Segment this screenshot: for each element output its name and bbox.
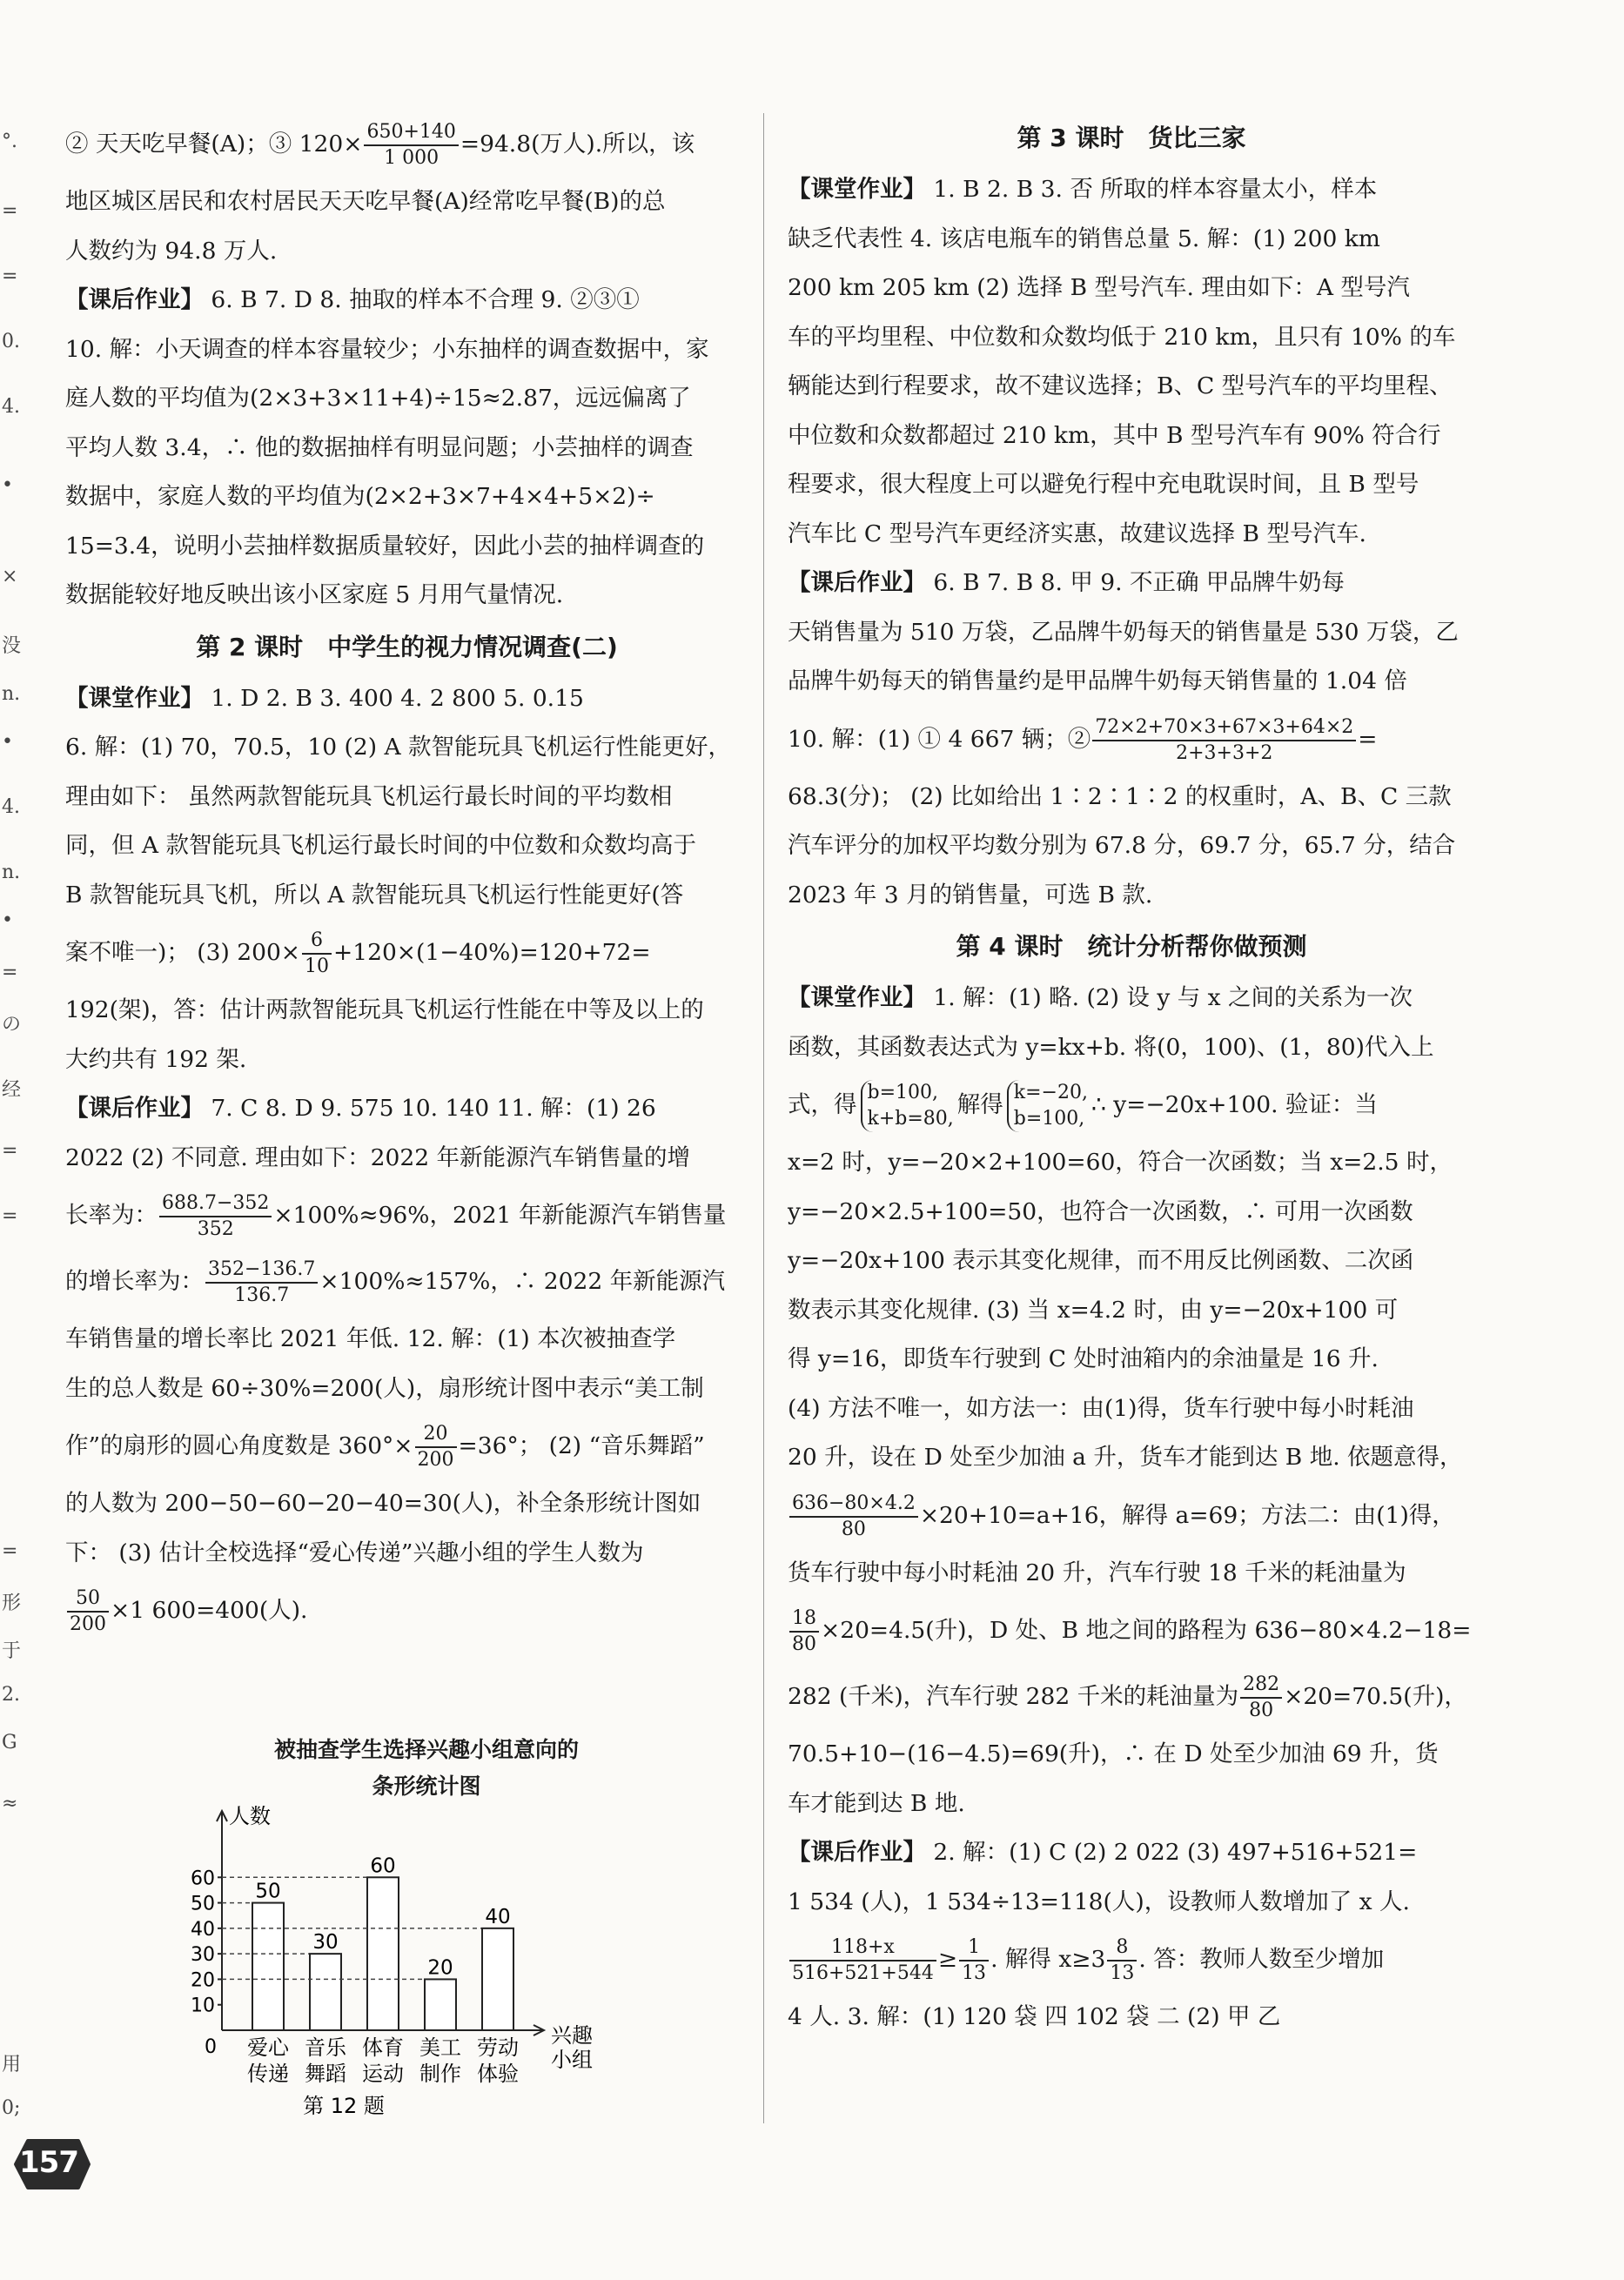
- bar: [252, 1903, 284, 2030]
- text-line: 6. 解：(1) 70，70.5，10 (2) A 款智能玩具飞机运行性能更好，: [65, 734, 732, 761]
- text-line: 20 升，设在 D 处至少加油 a 升，货车才能到达 B 地. 依题意得，: [788, 1444, 1463, 1471]
- text-line: 品牌牛奶每天的销售量约是甲品牌牛奶每天销售量的 1.04 倍: [788, 667, 1407, 694]
- category-label: 劳动: [477, 2035, 519, 2060]
- text-line: 车销售量的增长率比 2021 年低. 12. 解：(1) 本次被抽查学: [65, 1325, 676, 1352]
- category-label: 音乐: [305, 2035, 346, 2060]
- category-label: 传递: [247, 2062, 289, 2086]
- text-line: 10. 解：(1) ① 4 667 辆；② $\frac{72\times 2+70\times 3+67\times 3+64\times 2}{2+3+3+2}$ =: [788, 715, 1378, 764]
- y-tick-label: 30: [191, 1944, 215, 1967]
- fraction: $\frac{352-136.7}{136.7}$: [205, 1257, 318, 1308]
- lesson-title: 第 3 课时 货比三家: [1017, 124, 1246, 152]
- text-line: 平均人数 3.4，∴ 他的数据抽样有明显问题；小芸抽样的调查: [65, 433, 694, 461]
- bar-chart: [161, 1806, 648, 2132]
- y-tick-label: 50: [191, 1893, 215, 1915]
- text-line: 2022 (2) 不同意. 理由如下：2022 年新能源汽车销售量的增: [65, 1143, 691, 1171]
- bar: [482, 1928, 513, 2030]
- category-label: 运动: [362, 2062, 404, 2086]
- origin-label: 0: [205, 2036, 217, 2058]
- section-tag: 【课后作业】: [65, 1095, 204, 1122]
- text-line: 案不唯一)； (3) 200× $\frac{6}{10}$ +120×(1−40%)=120+72=: [65, 929, 651, 977]
- text-line: 2023 年 3 月的销售量，可选 B 款.: [788, 881, 1153, 909]
- text-line: 【课后作业】 7. C 8. D 9. 575 10. 140 11. 解：(1) 26: [65, 1095, 656, 1122]
- text-line: 【课后作业】 2. 解：(1) C (2) 2 022 (3) 497+516+521=: [788, 1839, 1418, 1866]
- y-axis-label: 人数: [229, 1806, 271, 1828]
- text-line: B 款智能玩具飞机，所以 A 款智能玩具飞机运行性能更好(答: [65, 881, 684, 909]
- fraction: $\frac{8}{13}$: [1107, 1935, 1137, 1986]
- fraction: $\frac{1}{13}$: [959, 1935, 989, 1986]
- text-line: 人数约为 94.8 万人.: [65, 237, 278, 265]
- text-line: $\frac{18}{80}$ ×20=4.5(升)，D 处、B 地之间的路程为 636−80×4.2−18=: [788, 1598, 1475, 1664]
- text-line: 程要求，很大程度上可以避免行程中充电耽误时间，且 B 型号: [788, 471, 1419, 498]
- text-line: 天销售量为 510 万袋，乙品牌牛奶每天的销售量是 530 万袋，乙: [788, 618, 1459, 646]
- text-line: 式，得 b=100, k+b=80, 解得 k=−20, b=100, ∴ y=−20x+100. 验证：当: [788, 1072, 1475, 1138]
- text-line: (4) 方法不唯一，如方法一：由(1)得，货车行驶中每小时耗油: [788, 1394, 1414, 1422]
- data-label: 30: [312, 1931, 339, 1955]
- chart-caption: 第 12 题: [303, 2094, 385, 2118]
- text-line: 的增长率为： $\frac{352-136.7}{136.7}$ ×100%≈157%，∴ 2022 年新能源汽: [65, 1258, 726, 1306]
- section-tag: 【课后作业】: [65, 286, 204, 313]
- section-tag: 【课后作业】: [788, 569, 926, 596]
- x-axis-label: 小组: [551, 2048, 593, 2072]
- category-label: 体育: [362, 2035, 404, 2060]
- text-line: 下： (3) 估计全校选择“爱心传递”兴趣小组的学生人数为: [65, 1539, 644, 1566]
- category-label: 体验: [477, 2062, 519, 2086]
- section-tag: 【课堂作业】: [788, 176, 926, 203]
- category-label: 制作: [419, 2062, 461, 2086]
- text-line: 200 km 205 km (2) 选择 B 型号汽车. 理由如下：A 型号汽: [788, 274, 1410, 301]
- bar: [367, 1877, 399, 2030]
- data-label: 60: [370, 1854, 396, 1878]
- fraction: $\frac{688.7-352}{352}$: [159, 1191, 272, 1242]
- text-line: ② 天天吃早餐(A)；③ 120× $\frac{650+140}{1 000}$ =94.8(万人).所以，该: [65, 121, 695, 169]
- text-line: 生的总人数是 60÷30%=200(人)，扇形统计图中表示“美工制: [65, 1374, 704, 1402]
- text-line: 的人数为 200−50−60−20−40=30(人)，补全条形统计图如: [65, 1490, 701, 1517]
- fraction: $\frac{18}{80}$: [789, 1606, 819, 1657]
- left-column: [65, 111, 748, 1644]
- bar: [425, 1979, 456, 2030]
- chart-title-line2: 条形统计图: [372, 1774, 481, 1799]
- text-line: 15=3.4，说明小芸抽样数据质量较好，因此小芸的抽样调查的: [65, 532, 705, 560]
- text-line: 货车行驶中每小时耗油 20 升，汽车行驶 18 千米的耗油量为: [788, 1559, 1406, 1586]
- bar: [310, 1954, 341, 2030]
- text-line: 辆能达到行程要求，故不建议选择；B、C 型号汽车的平均里程、: [788, 372, 1453, 399]
- text-line: y=−20×2.5+100=50，也符合一次函数，∴ 可用一次函数: [788, 1197, 1413, 1225]
- text-line: 数表示其变化规律. (3) 当 x=4.2 时，由 y=−20x+100 可: [788, 1296, 1399, 1324]
- chart-title: [252, 1732, 601, 1805]
- text-line: 282 (千米)，汽车行驶 282 千米的耗油量为 $\frac{282}{80}$ ×20=70.5(升)，: [788, 1673, 1467, 1721]
- data-label: 50: [255, 1880, 281, 1903]
- text-line: 地区城区居民和农村居民天天吃早餐(A)经常吃早餐(B)的总: [65, 188, 666, 215]
- data-label: 20: [427, 1956, 453, 1980]
- text-line: y=−20x+100 表示其变化规律，而不用反比例函数、二次函: [788, 1247, 1414, 1274]
- fraction: $\frac{72\times 2+70\times 3+67\times 3+64\times 2}{2+3+3+2}$: [1092, 715, 1356, 766]
- category-label: 舞蹈: [305, 2062, 346, 2086]
- text-line: 数据能较好地反映出该小区家庭 5 月用气量情况.: [65, 581, 564, 608]
- y-tick-label: 20: [191, 1969, 215, 1992]
- fraction: $\frac{650+140}{1 000}$: [364, 120, 458, 171]
- text-line: 汽车评分的加权平均数分别为 67.8 分，69.7 分，65.7 分，结合: [788, 832, 1456, 859]
- text-line: 中位数和众数都超过 210 km，其中 B 型号汽车有 90% 符合行: [788, 421, 1441, 449]
- text-line: 车才能到达 B 地.: [788, 1789, 965, 1817]
- section-tag: 【课后作业】: [788, 1839, 926, 1866]
- fraction: $\frac{636-80\times 4.2}{80}$: [789, 1492, 918, 1542]
- data-label: 40: [485, 1905, 511, 1928]
- text-line: $\frac{50}{200}$ ×1 600=400(人).: [65, 1578, 748, 1644]
- text-line: 大约共有 192 架.: [65, 1045, 247, 1073]
- column-divider: [763, 113, 764, 2123]
- right-column: [788, 111, 1475, 2042]
- chart-title-line1: 被抽查学生选择兴趣小组意向的: [273, 1737, 579, 1762]
- lesson-title: 第 2 课时 中学生的视力情况调查(二): [196, 632, 618, 661]
- text-line: 70.5+10−(16−4.5)=69(升)，∴ 在 D 处至少加油 69 升，货: [788, 1740, 1439, 1767]
- lesson-title: 第 4 课时 统计分析帮你做预测: [956, 932, 1307, 961]
- text-line: x=2 时，y=−20×2+100=60，符合一次函数；当 x=2.5 时，: [788, 1149, 1453, 1176]
- text-line: 长率为： $\frac{688.7-352}{352}$ ×100%≈96%，2021 年新能源汽车销售量: [65, 1192, 727, 1240]
- fraction: $\frac{20}{200}$: [415, 1422, 457, 1472]
- category-label: 美工: [419, 2035, 461, 2060]
- text-line: 1 534 (人)，1 534÷13=118(人)，设教师人数增加了 x 人.: [788, 1888, 1410, 1915]
- y-tick-label: 40: [191, 1918, 215, 1941]
- text-line: 得 y=16，即货车行驶到 C 处时油箱内的余油量是 16 升.: [788, 1345, 1379, 1372]
- y-tick-label: 60: [191, 1868, 215, 1890]
- text-line: 【课堂作业】 1. 解：(1) 略. (2) 设 y 与 x 之间的关系为一次: [788, 984, 1413, 1011]
- section-tag: 【课堂作业】: [788, 984, 926, 1011]
- text-line: 数据中，家庭人数的平均值为(2×2+3×7+4×4+5×2)÷: [65, 483, 655, 510]
- y-tick-label: 10: [191, 1995, 215, 2017]
- equation-system: b=100, k+b=80,: [861, 1080, 954, 1132]
- text-line: 10. 解：小天调查的样本容量较少；小东抽样的调查数据中，家: [65, 335, 709, 363]
- text-line: 作”的扇形的圆心角度数是 360°× $\frac{20}{200}$ =36°； (2) “音乐舞蹈”: [65, 1423, 705, 1471]
- fraction: $\frac{50}{200}$: [67, 1586, 109, 1637]
- text-line: $\frac{118+x}{516+521+544}$ ≥ $\frac{1}{13}$ . 解得 x≥3 $\frac{8}{13}$ . 答：教师人数至少增加: [788, 1927, 1475, 1993]
- equation-system: k=−20, b=100,: [1007, 1080, 1088, 1132]
- text-line: 【课后作业】 6. B 7. D 8. 抽取的样本不合理 9. ②③①: [65, 286, 640, 313]
- text-line: 同，但 A 款智能玩具飞机运行最长时间的中位数和众数均高于: [65, 832, 696, 859]
- x-axis-label: 兴趣: [551, 2023, 593, 2048]
- category-label: 爱心: [247, 2035, 289, 2060]
- text-line: 理由如下： 虽然两款智能玩具飞机运行最长时间的平均数相: [65, 782, 673, 810]
- text-line: 缺乏代表性 4. 该店电瓶车的销售总量 5. 解：(1) 200 km: [788, 225, 1380, 252]
- text-line: 68.3(分)； (2) 比如给出 1∶2∶1∶2 的权重时，A、B、C 三款: [788, 782, 1452, 810]
- text-line: 【课堂作业】 1. D 2. B 3. 400 4. 2 800 5. 0.15: [65, 684, 584, 712]
- fraction: $\frac{6}{10}$: [302, 929, 332, 979]
- text-line: 函数，其函数表达式为 y=kx+b. 将(0，100)、(1，80)代入上: [788, 1033, 1434, 1061]
- fraction: $\frac{282}{80}$: [1240, 1673, 1282, 1723]
- text-line: 4 人. 3. 解：(1) 120 袋 四 102 袋 二 (2) 甲 乙: [788, 2003, 1281, 2030]
- text-line: 车的平均里程、中位数和众数均低于 210 km，且只有 10% 的车: [788, 323, 1456, 351]
- text-line: 汽车比 C 型号汽车更经济实惠，故建议选择 B 型号汽车.: [788, 520, 1366, 547]
- text-line: 192(架)，答：估计两款智能玩具飞机运行性能在中等及以上的: [65, 996, 704, 1023]
- text-line: 庭人数的平均值为(2×3+3×11+4)÷15≈2.87，远远偏离了: [65, 385, 691, 412]
- section-tag: 【课堂作业】: [65, 684, 204, 712]
- page-number: 157: [19, 2145, 78, 2180]
- fraction: $\frac{118+x}{516+521+544}$: [789, 1935, 936, 1986]
- text-line: 【课堂作业】 1. B 2. B 3. 否 所取的样本容量太小，样本: [788, 176, 1378, 203]
- text-line: $\frac{636-80\times 4.2}{80}$ ×20+10=a+16，解得 a=69；方法二：由(1)得，: [788, 1483, 1475, 1549]
- text-line: 【课后作业】 6. B 7. B 8. 甲 9. 不正确 甲品牌牛奶每: [788, 569, 1345, 596]
